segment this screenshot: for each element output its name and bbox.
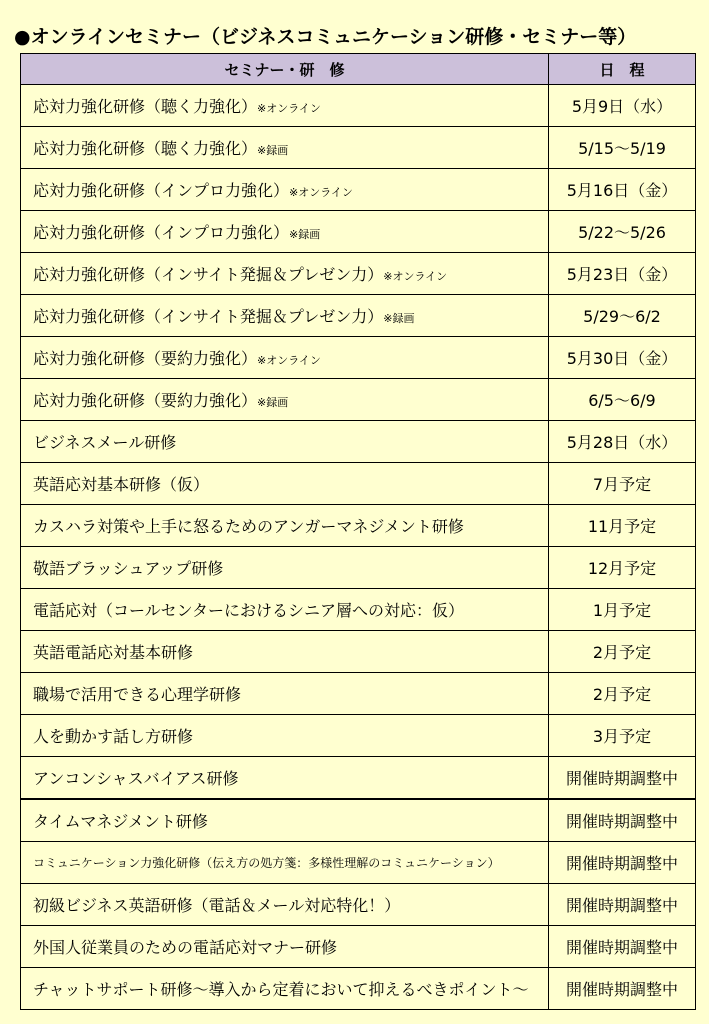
seminar-name-cell	[21, 547, 549, 589]
seminar-name: ビジネスメール研修	[33, 433, 177, 452]
seminar-name-cell	[21, 463, 549, 505]
seminar-date: 5月30日（金）	[549, 337, 696, 379]
table-row	[21, 631, 696, 673]
seminar-format-note: ※オンライン	[383, 270, 448, 283]
seminar-date: 5/22～5/26	[549, 211, 696, 253]
table-row	[21, 547, 696, 589]
table-row	[21, 127, 696, 169]
seminar-date: 5/15～5/19	[549, 127, 696, 169]
table-row	[21, 169, 696, 211]
seminar-date: 開催時期調整中	[549, 968, 696, 1010]
seminar-name-cell	[21, 799, 549, 842]
table-row	[21, 211, 696, 253]
seminar-name-cell	[21, 631, 549, 673]
seminar-name-cell	[21, 85, 549, 127]
seminar-name: 人を動かす話し方研修	[33, 727, 194, 746]
seminar-name-cell	[21, 421, 549, 463]
table-row	[21, 926, 696, 968]
seminar-name-cell	[21, 127, 549, 169]
seminar-name: 応対力強化研修（インプロ力強化）	[33, 223, 290, 242]
header-date: 日 程	[549, 54, 696, 85]
seminar-name-cell	[21, 926, 549, 968]
seminar-date: 5月28日（水）	[549, 421, 696, 463]
seminar-date: 開催時期調整中	[549, 926, 696, 968]
page-title: ●オンラインセミナー（ビジネスコミュニケーション研修・セミナー等）	[14, 26, 637, 48]
seminar-name: 応対力強化研修（聴く力強化）	[33, 97, 258, 116]
table-header-row	[21, 54, 696, 85]
seminar-name-cell	[21, 715, 549, 757]
table-row	[21, 842, 696, 884]
seminar-date: 5月16日（金）	[549, 169, 696, 211]
table-row	[21, 799, 696, 842]
seminar-date: 3月予定	[549, 715, 696, 757]
table-row	[21, 757, 696, 800]
table-row	[21, 379, 696, 421]
table-row	[21, 673, 696, 715]
seminar-name: 初級ビジネス英語研修（電話＆メール対応特化！）	[33, 896, 401, 915]
seminar-name-cell	[21, 968, 549, 1010]
seminar-name: 職場で活用できる心理学研修	[33, 685, 242, 704]
seminar-name-cell	[21, 211, 549, 253]
table-row	[21, 884, 696, 926]
seminar-name: 外国人従業員のための電話応対マナー研修	[33, 938, 338, 957]
seminar-name: 応対力強化研修（要約力強化）	[33, 391, 258, 410]
seminar-date: 2月予定	[549, 631, 696, 673]
seminar-format-note: ※録画	[383, 312, 415, 325]
seminar-date: 開催時期調整中	[549, 884, 696, 926]
seminar-name: 応対力強化研修（インプロ力強化）	[33, 181, 290, 200]
seminar-name: 英語電話応対基本研修	[33, 643, 194, 662]
seminar-format-note: ※録画	[257, 396, 289, 409]
seminar-name-cell	[21, 842, 549, 884]
seminar-date: 5月23日（金）	[549, 253, 696, 295]
seminar-name-cell	[21, 757, 549, 800]
table-row	[21, 253, 696, 295]
seminar-name-cell	[21, 884, 549, 926]
seminar-name-cell	[21, 253, 549, 295]
seminar-format-note: ※録画	[289, 228, 321, 241]
seminar-name-cell	[21, 589, 549, 631]
seminar-name: チャットサポート研修～導入から定着において抑えるべきポイント～	[33, 980, 529, 999]
seminar-format-note: ※録画	[257, 144, 289, 157]
table-row	[21, 85, 696, 127]
seminar-date: 開催時期調整中	[549, 842, 696, 884]
table-row	[21, 589, 696, 631]
seminar-name: コミュニケーション力強化研修（伝え方の処方箋：多様性理解のコミュニケーション）	[33, 856, 500, 870]
seminar-name-cell	[21, 505, 549, 547]
seminar-name: 応対力強化研修（聴く力強化）	[33, 139, 258, 158]
table-row	[21, 968, 696, 1010]
table-row	[21, 295, 696, 337]
seminar-name-cell	[21, 379, 549, 421]
seminar-date: 12月予定	[549, 547, 696, 589]
seminar-date: 開催時期調整中	[549, 799, 696, 842]
seminar-name: 応対力強化研修（インサイト発掘＆プレゼン力）	[33, 265, 384, 284]
seminar-name-cell	[21, 673, 549, 715]
seminar-name: カスハラ対策や上手に怒るためのアンガーマネジメント研修	[33, 517, 464, 536]
table-row	[21, 463, 696, 505]
seminar-schedule-table	[20, 53, 696, 1010]
seminar-date: 5月9日（水）	[549, 85, 696, 127]
table-row	[21, 715, 696, 757]
seminar-date: 11月予定	[549, 505, 696, 547]
seminar-name: 英語応対基本研修（仮）	[33, 475, 210, 494]
seminar-date: 5/29～6/2	[549, 295, 696, 337]
seminar-name: 電話応対（コールセンターにおけるシニア層への対応：仮）	[33, 601, 465, 620]
header-seminar: セミナー・研 修	[21, 54, 549, 85]
seminar-date: 7月予定	[549, 463, 696, 505]
seminar-date: 開催時期調整中	[549, 757, 696, 800]
seminar-date: 6/5～6/9	[549, 379, 696, 421]
table-row	[21, 421, 696, 463]
seminar-format-note: ※オンライン	[257, 102, 321, 115]
seminar-name-cell	[21, 295, 549, 337]
seminar-name-cell	[21, 337, 549, 379]
seminar-format-note: ※オンライン	[257, 354, 321, 367]
seminar-name: 応対力強化研修（インサイト発掘＆プレゼン力）	[33, 307, 384, 326]
seminar-format-note: ※オンライン	[289, 186, 353, 199]
seminar-date: 2月予定	[549, 673, 696, 715]
seminar-name: タイムマネジメント研修	[33, 812, 208, 831]
seminar-date: 1月予定	[549, 589, 696, 631]
table-row	[21, 505, 696, 547]
seminar-name: アンコンシャスバイアス研修	[33, 769, 239, 788]
table-row	[21, 337, 696, 379]
seminar-name: 敬語ブラッシュアップ研修	[33, 559, 224, 578]
seminar-name: 応対力強化研修（要約力強化）	[33, 349, 258, 368]
seminar-name-cell	[21, 169, 549, 211]
